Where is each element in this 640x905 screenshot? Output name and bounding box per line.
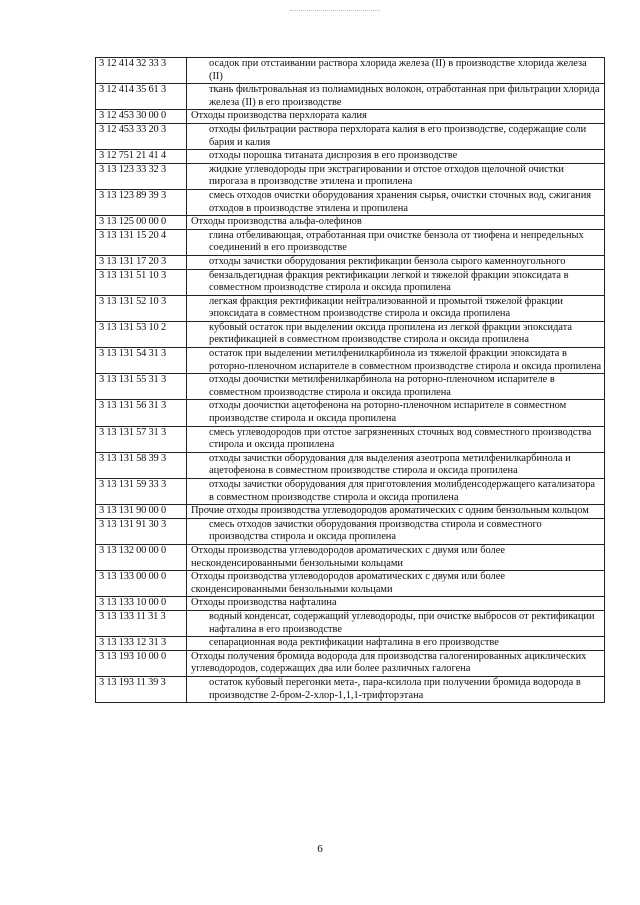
table-row <box>96 150 605 164</box>
table-row <box>96 650 605 676</box>
waste-description-cell: отходы фильтрации раствора перхлората калия в его производстве, содержащие соли бария и калия <box>187 123 605 149</box>
table-row <box>96 255 605 269</box>
waste-description-cell: Отходы получения бромида водорода для производства галогенированных ациклических углеводородов, содержащих два или более различных галогена <box>187 650 605 676</box>
waste-code-cell: 3 12 453 33 20 3 <box>96 123 187 149</box>
waste-code-cell: 3 13 131 53 10 2 <box>96 321 187 347</box>
waste-code-cell: 3 13 132 00 00 0 <box>96 544 187 570</box>
table-row <box>96 597 605 611</box>
waste-description-cell: сепарационная вода ректификации нафталина в его производстве <box>187 637 605 651</box>
waste-description-cell: жидкие углеводороды при экстрагировании и отстое отходов щелочной очистки пирогаза в производстве этилена и пропилена <box>187 163 605 189</box>
table-row <box>96 505 605 519</box>
waste-description-cell: кубовый остаток при выделении оксида пропилена из легкой фракции эпоксидата ректификацией в совместном производстве стирола и оксида пропилена <box>187 321 605 347</box>
table-row <box>96 348 605 374</box>
table-row <box>96 544 605 570</box>
table-row <box>96 637 605 651</box>
table-row <box>96 58 605 84</box>
waste-code-cell: 3 13 131 55 31 3 <box>96 374 187 400</box>
table-row <box>96 374 605 400</box>
waste-description-cell: водный конденсат, содержащий углеводороды, при очистке выбросов от ректификации нафталина в его производстве <box>187 610 605 636</box>
waste-code-cell: 3 13 131 90 00 0 <box>96 505 187 519</box>
scan-artifact <box>290 10 380 15</box>
waste-code-cell: 3 13 131 56 31 3 <box>96 400 187 426</box>
waste-code-cell: 3 12 414 32 33 3 <box>96 58 187 84</box>
waste-description-cell: смесь отходов очистки оборудования хранения сырья, очистки сточных вод, сжигания отходов в производстве этилена и пропилена <box>187 189 605 215</box>
waste-code-cell: 3 13 131 51 10 3 <box>96 269 187 295</box>
waste-description-cell: остаток при выделении метилфенилкарбинола из тяжелой фракции эпоксидата в роторно-пленочном испарителе в совместном производстве стирола и оксида пропилена <box>187 348 605 374</box>
waste-code-cell: 3 13 133 00 00 0 <box>96 571 187 597</box>
waste-description-cell: Отходы производства нафталина <box>187 597 605 611</box>
waste-description-cell: осадок при отстаивании раствора хлорида железа (II) в производстве хлорида железа (II) <box>187 58 605 84</box>
waste-description-cell: отходы доочистки метилфенилкарбинола на роторно-пленочном испарителе в совместном производстве стирола и оксида пропилена <box>187 374 605 400</box>
waste-code-cell: 3 13 131 57 31 3 <box>96 426 187 452</box>
table-row <box>96 676 605 702</box>
table-row <box>96 479 605 505</box>
table-row <box>96 571 605 597</box>
waste-code-cell: 3 13 131 58 39 3 <box>96 452 187 478</box>
table-row <box>96 216 605 230</box>
waste-code-cell: 3 13 131 17 20 3 <box>96 255 187 269</box>
waste-code-cell: 3 13 133 12 31 3 <box>96 637 187 651</box>
waste-code-cell: 3 12 751 21 41 4 <box>96 150 187 164</box>
waste-description-cell: смесь отходов зачистки оборудования производства стирола и совместного производства стирола и оксида пропилена <box>187 518 605 544</box>
waste-code-cell: 3 13 125 00 00 0 <box>96 216 187 230</box>
waste-description-cell: остаток кубовый перегонки мета-, пара-ксилола при получении бромида водорода в производстве 2-бром-2-хлор-1,1,1-трифторэтана <box>187 676 605 702</box>
waste-code-cell: 3 13 123 33 32 3 <box>96 163 187 189</box>
waste-description-cell: бензальдегидная фракция ректификации легкой и тяжелой фракции эпоксидата в совместном производстве стирола и оксида пропилена <box>187 269 605 295</box>
waste-description-cell: Отходы производства углеводородов ароматических с двумя или более несконденсированными бензольными кольцами <box>187 544 605 570</box>
waste-description-cell: Отходы производства перхлората калия <box>187 110 605 124</box>
waste-code-cell: 3 13 193 10 00 0 <box>96 650 187 676</box>
waste-code-cell: 3 12 453 30 00 0 <box>96 110 187 124</box>
waste-description-cell: отходы зачистки оборудования для приготовления молибденсодержащего катализатора в совместном производстве стирола и оксида пропилена <box>187 479 605 505</box>
table-row <box>96 229 605 255</box>
waste-code-cell: 3 13 123 89 39 3 <box>96 189 187 215</box>
waste-code-cell: 3 13 131 15 20 4 <box>96 229 187 255</box>
table-body <box>96 58 605 703</box>
waste-description-cell: Прочие отходы производства углеводородов ароматических с одним бензольным кольцом <box>187 505 605 519</box>
waste-code-cell: 3 13 133 11 31 3 <box>96 610 187 636</box>
table-row <box>96 452 605 478</box>
waste-code-cell: 3 13 131 54 31 3 <box>96 348 187 374</box>
waste-description-cell: отходы зачистки оборудования для выделения азеотропа метилфенилкарбинола и ацетофенона в совместном производстве стирола и оксида пропилена <box>187 452 605 478</box>
waste-description-cell: отходы зачистки оборудования ректификации бензола сырого каменноугольного <box>187 255 605 269</box>
waste-description-cell: Отходы производства альфа-олефинов <box>187 216 605 230</box>
waste-description-cell: Отходы производства углеводородов ароматических с двумя или более сконденсированными бензольными кольцами <box>187 571 605 597</box>
waste-code-cell: 3 13 131 91 30 3 <box>96 518 187 544</box>
waste-description-cell: отходы доочистки ацетофенона на роторно-пленочном испарителе в совместном производстве стирола и оксида пропилена <box>187 400 605 426</box>
waste-description-cell: глина отбеливающая, отработанная при очистке бензола от тиофена и непредельных соединений в его производстве <box>187 229 605 255</box>
waste-description-cell: смесь углеводородов при отстое загрязненных сточных вод совместного производства стирола и оксида пропилена <box>187 426 605 452</box>
table-row <box>96 110 605 124</box>
table-row <box>96 426 605 452</box>
waste-classification-table <box>95 57 605 703</box>
waste-code-cell: 3 13 133 10 00 0 <box>96 597 187 611</box>
table-row <box>96 189 605 215</box>
table-row <box>96 518 605 544</box>
table-row <box>96 610 605 636</box>
table-row <box>96 123 605 149</box>
table-row <box>96 269 605 295</box>
table-row <box>96 84 605 110</box>
page-number: 6 <box>317 843 323 855</box>
table-row <box>96 400 605 426</box>
table-row <box>96 295 605 321</box>
table-row <box>96 163 605 189</box>
table-row <box>96 321 605 347</box>
waste-code-cell: 3 13 131 59 33 3 <box>96 479 187 505</box>
waste-code-cell: 3 13 193 11 39 3 <box>96 676 187 702</box>
waste-code-cell: 3 12 414 35 61 3 <box>96 84 187 110</box>
waste-description-cell: отходы порошка титаната диспрозия в его производстве <box>187 150 605 164</box>
waste-description-cell: ткань фильтровальная из полиамидных волокон, отработанная при фильтрации хлорида железа (II) в его производстве <box>187 84 605 110</box>
waste-description-cell: легкая фракция ректификации нейтрализованной и промытой тяжелой фракции эпоксидата в совместном производстве стирола и оксида пропилена <box>187 295 605 321</box>
waste-code-cell: 3 13 131 52 10 3 <box>96 295 187 321</box>
